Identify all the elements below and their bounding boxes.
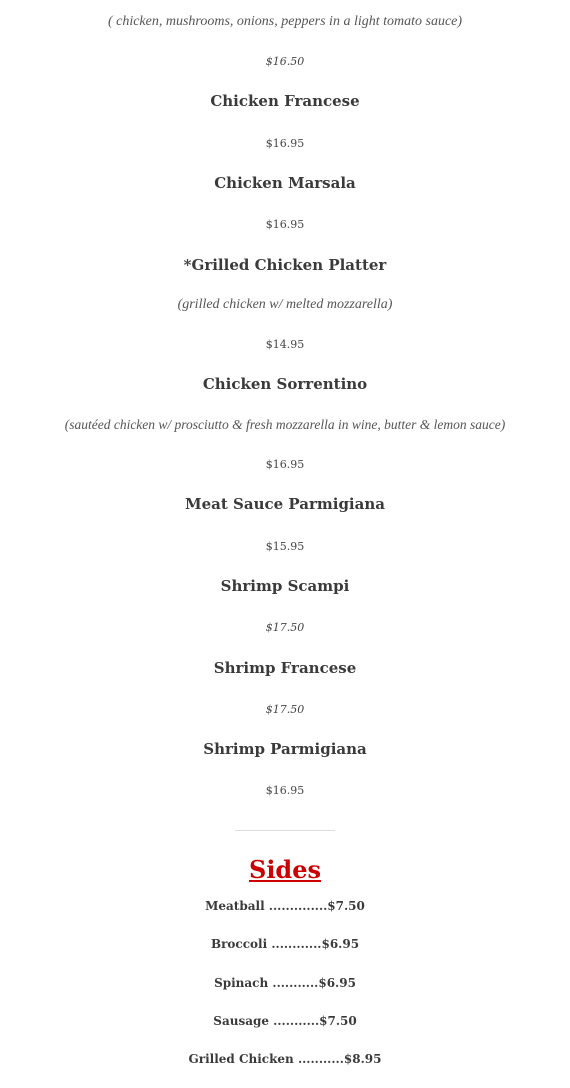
item-price: $16.95 — [265, 458, 305, 471]
section-divider — [235, 830, 335, 831]
item-price: $15.95 — [265, 540, 305, 553]
item-price: $16.95 — [265, 218, 305, 231]
side-item: Grilled Chicken ...........$8.95 — [188, 1052, 382, 1066]
item-name: Chicken Sorrentino — [202, 375, 368, 393]
sides-heading: Sides — [248, 855, 321, 884]
item-name: *Grilled Chicken Platter — [183, 256, 387, 274]
item-price: $16.95 — [265, 137, 305, 150]
item-description: (sautéed chicken w/ prosciutto & fresh mozzarella in wine, butter & lemon sauce) — [64, 417, 506, 432]
item-name: Meat Sauce Parmigiana — [185, 495, 385, 513]
item-name: Shrimp Parmigiana — [203, 740, 367, 758]
side-item: Broccoli ............$6.95 — [210, 937, 360, 951]
item-price: $17.50 — [265, 703, 305, 716]
side-item: Spinach ...........$6.95 — [214, 976, 356, 990]
side-item: Meatball ..............$7.50 — [205, 899, 365, 913]
item-price: $17.50 — [265, 621, 305, 634]
side-item: Sausage ...........$7.50 — [213, 1014, 357, 1028]
item-name: Shrimp Francese — [213, 659, 357, 677]
item-name: Shrimp Scampi — [220, 577, 350, 595]
item-name: Chicken Francese — [210, 92, 360, 110]
item-name: Chicken Marsala — [214, 174, 356, 192]
item-price: $16.50 — [265, 55, 305, 68]
item-price: $14.95 — [265, 338, 305, 351]
item-price: $16.95 — [265, 784, 305, 797]
item-description: (grilled chicken w/ melted mozzarella) — [177, 297, 393, 312]
item-description: ( chicken, mushrooms, onions, peppers in a light tomato sauce) — [107, 14, 463, 29]
